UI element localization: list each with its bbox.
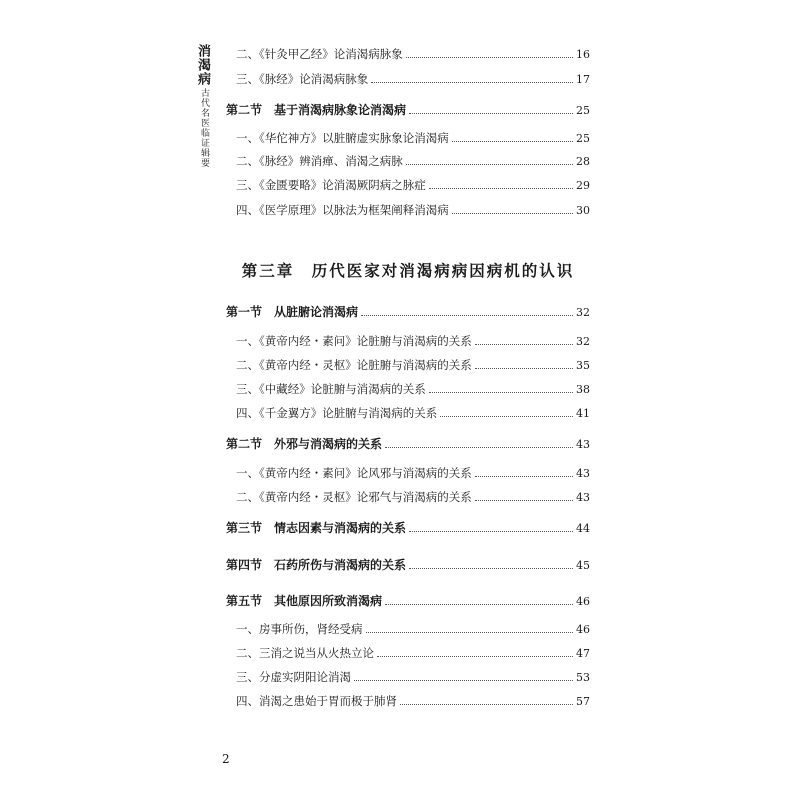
chapter-heading: 第三章 历代医家对消渴病病因病机的认识 <box>241 261 575 280</box>
dot-leader <box>400 696 573 705</box>
dot-leader <box>452 205 573 214</box>
toc-entry-page: 46 <box>576 595 590 608</box>
toc-entry-title: 一、《黄帝内经・素问》论脏腑与消渴病的关系 <box>236 334 472 348</box>
dot-leader <box>377 648 573 657</box>
dot-leader <box>354 672 573 681</box>
toc-item-entry <box>236 72 590 87</box>
toc-section-entry <box>226 103 590 118</box>
book-subtitle-vertical: 古代名医临证辑要 <box>199 88 209 168</box>
toc-entry-page: 47 <box>576 647 590 660</box>
toc-entry-title: 第五节 其他原因所致消渴病 <box>226 594 383 608</box>
toc-entry-page: 41 <box>576 407 590 420</box>
toc-entry-page: 28 <box>576 155 590 168</box>
book-title-vertical: 消渴病 <box>195 44 210 86</box>
toc-item-entry <box>236 466 590 481</box>
toc-entry-page: 43 <box>576 467 590 480</box>
toc-entry-page: 46 <box>576 623 590 636</box>
toc-entry-page: 43 <box>576 491 590 504</box>
dot-leader <box>406 49 573 58</box>
toc-entry-page: 29 <box>576 179 590 192</box>
toc-entry-page: 32 <box>576 335 590 348</box>
toc-item-entry <box>236 490 590 505</box>
toc-entry-title: 二、《脉经》辨消瘅、消渴之病脉 <box>236 154 403 168</box>
toc-entry-page: 35 <box>576 359 590 372</box>
toc-item-entry <box>236 358 590 373</box>
toc-entry-title: 一、房事所伤，肾经受病 <box>236 622 363 636</box>
toc-section-entry <box>226 594 590 609</box>
toc-entry-title: 第二节 基于消渴病脉象论消渴病 <box>226 103 407 117</box>
toc-item-entry <box>236 670 590 685</box>
dot-leader <box>385 596 573 605</box>
toc-entry-title: 三、《脉经》论消渴病脉象 <box>236 72 369 86</box>
toc-section-entry <box>226 558 590 573</box>
toc-entry-page: 44 <box>576 522 590 535</box>
dot-leader <box>475 360 573 369</box>
toc-entry-page: 57 <box>576 695 590 708</box>
toc-entry-title: 四、消渴之患始于胃而极于肺肾 <box>236 694 397 708</box>
toc-entry-title: 第四节 石药所伤与消渴病的关系 <box>226 558 407 572</box>
toc-item-entry <box>236 154 590 169</box>
toc-item-entry <box>236 646 590 661</box>
toc-item-entry <box>236 382 590 397</box>
dot-leader <box>385 439 573 448</box>
toc-section-entry <box>226 437 590 452</box>
toc-entry-page: 25 <box>576 132 590 145</box>
dot-leader <box>475 336 573 345</box>
dot-leader <box>409 560 573 569</box>
dot-leader <box>409 523 573 532</box>
dot-leader <box>366 624 574 633</box>
toc-entry-title: 第三节 情志因素与消渴病的关系 <box>226 521 407 535</box>
toc-entry-page: 38 <box>576 383 590 396</box>
toc-entry-page: 25 <box>576 104 590 117</box>
toc-item-entry <box>236 131 590 146</box>
dot-leader <box>406 156 573 165</box>
toc-item-entry <box>236 178 590 193</box>
toc-entry-page: 53 <box>576 671 590 684</box>
toc-entry-page: 32 <box>576 306 590 319</box>
toc-section-entry <box>226 305 590 320</box>
dot-leader <box>475 468 573 477</box>
toc-entry-page: 43 <box>576 438 590 451</box>
dot-leader <box>361 307 573 316</box>
dot-leader <box>371 74 573 83</box>
toc-item-entry <box>236 622 590 637</box>
toc-entry-title: 二、《黄帝内经・灵枢》论邪气与消渴病的关系 <box>236 490 472 504</box>
toc-entry-title: 第一节 从脏腑论消渴病 <box>226 305 359 319</box>
page-number: 2 <box>222 752 230 766</box>
toc-item-entry <box>236 47 590 62</box>
toc-entry-title: 一、《黄帝内经・素问》论风邪与消渴病的关系 <box>236 466 472 480</box>
dot-leader <box>429 384 573 393</box>
toc-entry-title: 二、《黄帝内经・灵枢》论脏腑与消渴病的关系 <box>236 358 472 372</box>
toc-item-entry <box>236 203 590 218</box>
toc-entry-title: 三、《金匮要略》论消渴厥阴病之脉症 <box>236 178 426 192</box>
toc-entry-title: 三、《中藏经》论脏腑与消渴病的关系 <box>236 382 426 396</box>
toc-section-entry <box>226 521 590 536</box>
toc-item-entry <box>236 694 590 709</box>
toc-entry-title: 第二节 外邪与消渴病的关系 <box>226 437 383 451</box>
toc-entry-title: 四、《千金翼方》论脏腑与消渴病的关系 <box>236 406 438 420</box>
toc-entry-title: 一、《华佗神方》以脏腑虚实脉象论消渴病 <box>236 131 449 145</box>
toc-entry-page: 16 <box>576 48 590 61</box>
dot-leader <box>440 408 573 417</box>
toc-entry-title: 三、分虚实阴阳论消渴 <box>236 670 351 684</box>
toc-entry-title: 二、三消之说当从火热立论 <box>236 646 374 660</box>
toc-entry-page: 17 <box>576 73 590 86</box>
dot-leader <box>452 133 573 142</box>
dot-leader <box>429 180 573 189</box>
toc-entry-title: 四、《医学原理》以脉法为框架阐释消渴病 <box>236 203 449 217</box>
toc-entry-title: 二、《针灸甲乙经》论消渴病脉象 <box>236 47 403 61</box>
toc-entry-page: 30 <box>576 204 590 217</box>
toc-item-entry <box>236 406 590 421</box>
toc-item-entry <box>236 334 590 349</box>
dot-leader <box>475 492 573 501</box>
dot-leader <box>409 105 573 114</box>
toc-entry-page: 45 <box>576 559 590 572</box>
